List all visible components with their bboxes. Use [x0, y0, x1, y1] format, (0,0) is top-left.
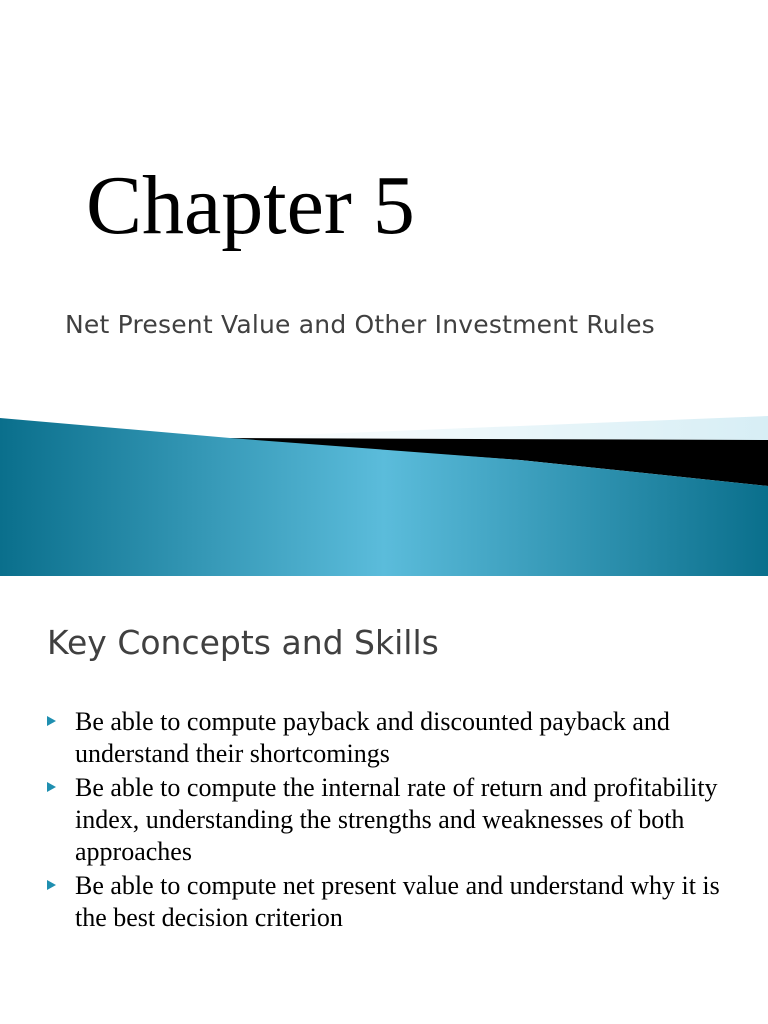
- content-slide: [0, 576, 768, 1024]
- bullet-text: Be able to compute payback and discounted payback and understand their shortcomings: [75, 707, 670, 768]
- triangle-right-icon: [47, 716, 56, 726]
- bullet-list: [47, 706, 747, 936]
- bullet-item: [47, 870, 747, 934]
- chapter-title: Chapter 5: [86, 159, 415, 252]
- bullet-text: Be able to compute net present value and understand why it is the best decision criterion: [75, 871, 720, 932]
- section-heading: Key Concepts and Skills: [47, 623, 439, 662]
- chapter-subtitle: Net Present Value and Other Investment Rules: [65, 310, 655, 339]
- pale-stripe: [220, 416, 768, 440]
- triangle-right-icon: [47, 782, 56, 792]
- decorative-wave-banner: [0, 400, 768, 576]
- triangle-right-icon: [47, 880, 56, 890]
- bullet-item: [47, 706, 747, 770]
- bullet-text: Be able to compute the internal rate of return and profitability index, understanding the strengths and weaknesses of both approaches: [75, 773, 718, 866]
- bullet-item: [47, 772, 747, 868]
